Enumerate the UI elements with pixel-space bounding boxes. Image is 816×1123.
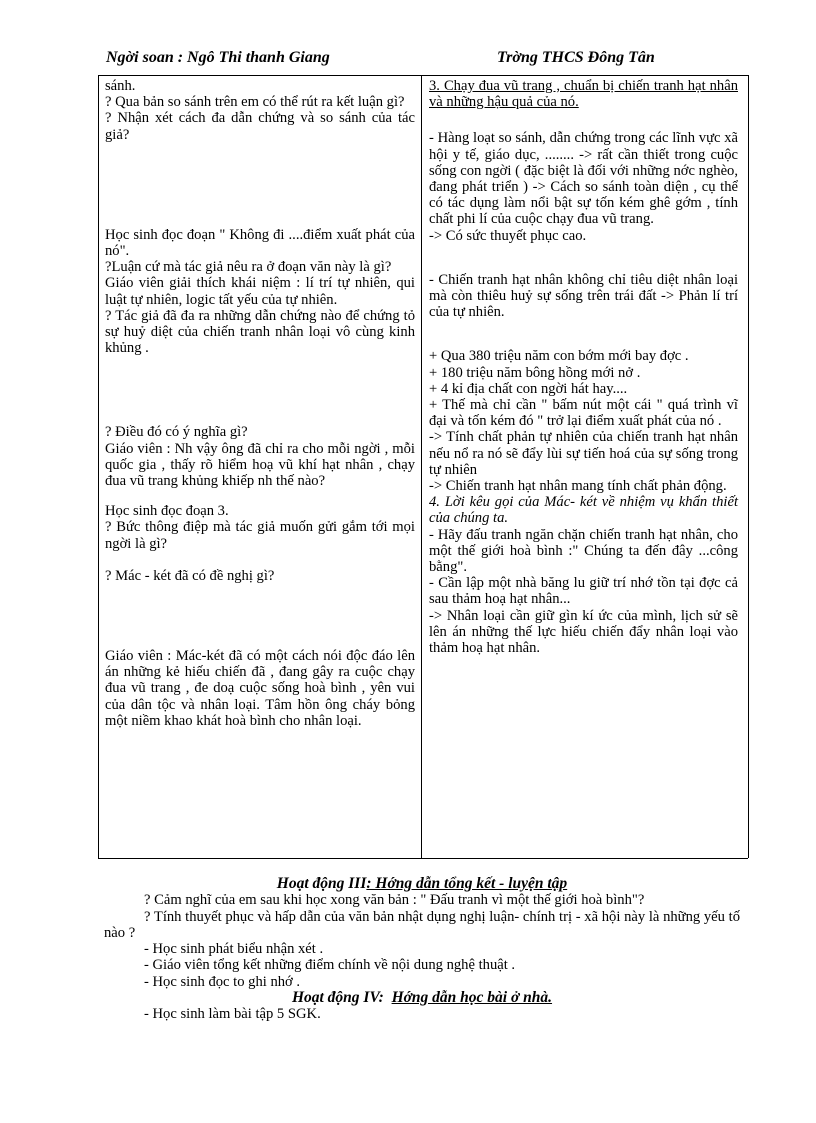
left-paragraph: Giáo viên giải thích khái niệm : lí trí tự nhiên, qui luật tự nhiên, logic tất yếu của tự nhiên. — [105, 275, 415, 308]
activity3-question: ? Tính thuyết phục và hấp dẫn của văn bản nhật dụng nghị luận- chính trị - xã hội này là những yếu tố nào ? — [104, 908, 740, 941]
table-column-divider — [421, 75, 422, 858]
left-paragraph: Giáo viên : Nh vậy ông đã chỉ ra cho mỗi ngời , mỗi quốc gia , thấy rõ hiểm hoạ vũ khí hạt nhân , chạy đua vũ trang khủng khiếp nh thế nào? — [105, 440, 415, 490]
activity4-heading — [104, 990, 740, 1006]
right-paragraph: + 180 triệu năm bông hồng mới nở . — [429, 364, 641, 381]
left-paragraph: Học sinh đọc đoạn " Không đi ....điểm xuất phát của nó". — [105, 226, 415, 260]
left-paragraph: ? Tác giả đã đa ra những dẫn chứng nào để chứng tỏ sự huỷ diệt của chiến tranh nhân loại vô cùng kinh khủng . — [105, 307, 415, 357]
table-top-border — [98, 75, 748, 76]
right-paragraph: - Chiến tranh hạt nhân không chỉ tiêu diệt nhân loại mà còn thiêu huỷ sự sống trên trái đất -> Phản lí trí của tự nhiên. — [429, 271, 738, 321]
activity3-heading — [104, 876, 740, 892]
activity3-question: ? Cảm nghĩ của em sau khi học xong văn bản : " Đấu tranh vì một thế giới hoà bình"? — [144, 892, 645, 909]
table-left-border — [98, 75, 99, 858]
left-paragraph: Giáo viên : Mác-két đã có một cách nói độc đáo lên án những kẻ hiếu chiến đã , đang gây ra cuộc chạy đua vũ trang , đe doạ cuộc sống hoà bình , yên vui của dân tộc và nhân loại. Tâm hồn ông cháy bỏng một niềm khao khát hoà bình cho nhân loại. — [105, 648, 415, 729]
right-paragraph: -> Tính chất phản tự nhiên của chiến tranh hạt nhân nếu nổ ra nó sẽ đẩy lùi sự tiến hoá của sự sống trong tự nhiên — [429, 429, 738, 478]
right-paragraph: + Thế mà chỉ cần " bấm nút một cái " quá trình vĩ đại và tốn kém đó " trở lại điểm xuất phát của nó . — [429, 397, 738, 430]
activity4-title: Hớng dẫn học bài ở nhà. — [391, 989, 553, 1007]
section-heading-3: 3. Chạy đua vũ trang , chuẩn bị chiến tranh hạt nhân và những hậu quả của nó. — [429, 78, 738, 111]
activity3-item: - Học sinh đọc to ghi nhớ . — [144, 973, 301, 990]
right-paragraph: + 4 kỉ địa chất con ngời hát hay.... — [429, 380, 628, 397]
left-paragraph: ?Luận cứ mà tác giả nêu ra ở đoạn văn này là gì? — [105, 259, 392, 276]
left-paragraph: ? Điều đó có ý nghĩa gì? — [105, 424, 248, 441]
left-paragraph: ? Mác - két đã có đề nghị gì? — [105, 567, 275, 584]
right-paragraph: - Hãy đấu tranh ngăn chặn chiến tranh hạt nhân, cho một thế giới hoà bình :" Chúng ta đến đây ...công bằng". — [429, 526, 738, 576]
left-paragraph: ? Bức thông điệp mà tác giả muốn gửi gắm tới mọi ngời là gì? — [105, 519, 415, 552]
activity3-item: - Học sinh phát biểu nhận xét . — [144, 941, 324, 958]
section-heading-4: 4. Lời kêu gọi của Mác- két về nhiệm vụ khẩn thiết của chúng ta. — [429, 494, 738, 527]
right-paragraph: - Cần lập một nhà băng lu giữ trí nhớ tồn tại đợc cả sau thảm hoạ hạt nhân... — [429, 575, 738, 608]
left-paragraph: Học sinh đọc đoạn 3. — [105, 503, 229, 520]
table-right-border — [748, 75, 749, 858]
right-paragraph: -> Có sức thuyết phục cao. — [429, 227, 587, 244]
school-line: Trờng THCS Đông Tân — [497, 49, 655, 66]
activity3-label: Hoạt động III — [276, 875, 367, 892]
bottom-section — [104, 876, 740, 1023]
activity3-item: - Giáo viên tổng kết những điểm chính về nội dung nghệ thuật . — [144, 957, 516, 974]
table-bottom-border — [98, 858, 748, 859]
right-column — [429, 78, 738, 656]
activity3-title: : Hớng dẫn tổng kết - luyện tập — [366, 875, 568, 892]
left-paragraph: ? Nhận xét cách đa dẫn chứng và so sánh của tác giả? — [105, 110, 415, 143]
right-paragraph: - Hàng loạt so sánh, dẫn chứng trong các lĩnh vực xã hội y tế, giáo dục, ........ -> rất cần thiết trong cuộc sống con ngời ( đặc biệt là đối với những nớc nghèo, đang phát triển ) -> Cách so sánh toàn diện , cụ thể có tác dụng làm nổi bật sự tốn kém ghê gớm , tính chất phi lí của cuộc chạy đua vũ trang. — [429, 130, 738, 228]
left-column — [105, 78, 415, 729]
left-paragraph: ? Qua bản so sánh trên em có thể rút ra kết luận gì? — [105, 94, 405, 111]
author-line: Ngời soan : Ngô Thi thanh Giang — [106, 49, 330, 66]
left-paragraph: sánh. — [105, 78, 136, 94]
right-paragraph: -> Nhân loại cần giữ gìn kí ức của mình, lịch sử sẽ lên án những thế lực hiếu chiến đẩy nhân loại vào thảm hoạ hạt nhân. — [429, 607, 738, 657]
activity4-item: - Học sinh làm bài tập 5 SGK. — [144, 1006, 321, 1023]
right-paragraph: + Qua 380 triệu năm con bớm mới bay đợc . — [429, 348, 689, 365]
activity4-label: Hoạt động IV: — [291, 989, 384, 1007]
right-paragraph: -> Chiến tranh hạt nhân mang tính chất phản động. — [429, 478, 727, 495]
page-header — [106, 49, 726, 71]
